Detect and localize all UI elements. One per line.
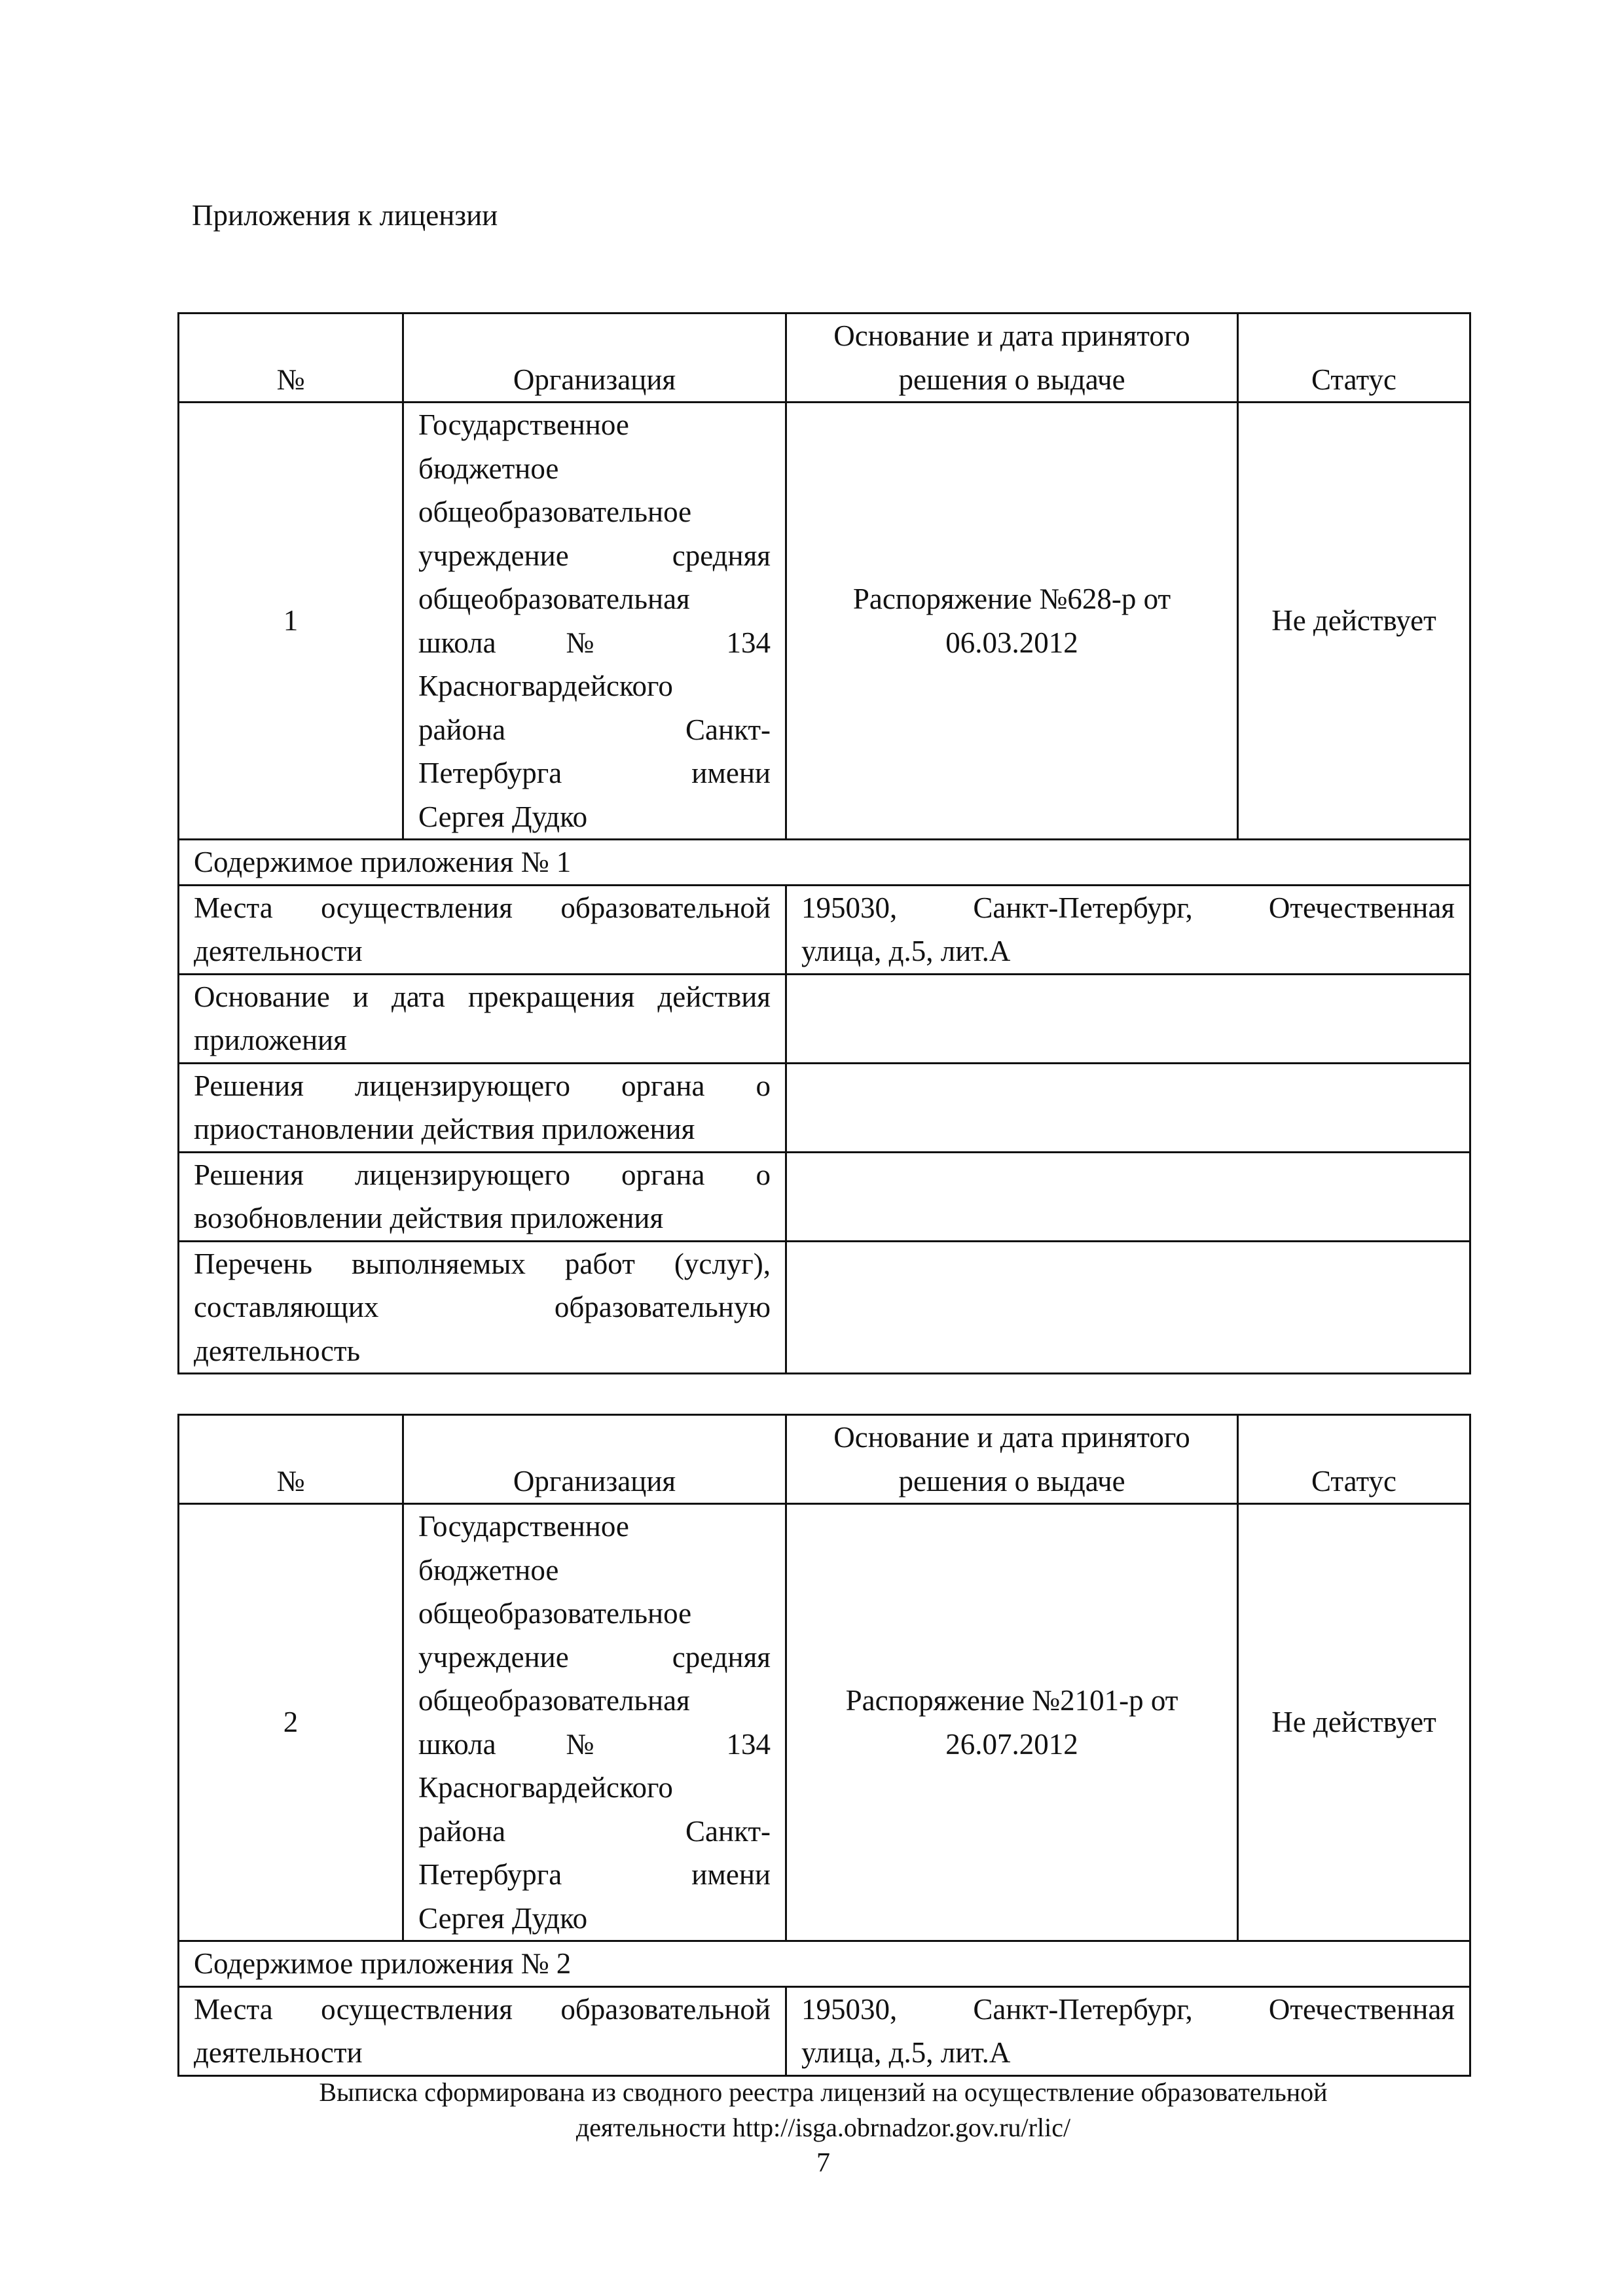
address-line2: улица, д.5, лит.А: [801, 935, 1011, 967]
address-line2: улица, д.5, лит.А: [801, 2036, 1011, 2069]
page-title: Приложения к лицензии: [192, 199, 498, 232]
org-line: Красногвардейского: [418, 1771, 673, 1804]
header-organization: Организация: [403, 1415, 786, 1504]
decision-basis-line2: 06.03.2012: [945, 626, 1078, 659]
places-row: [179, 885, 1470, 974]
suspension-label: Решения лицензирующего органа о приостановлении действия приложения: [179, 1063, 786, 1152]
org-line: Красногвардейского: [418, 670, 673, 702]
decision-basis-line2: 26.07.2012: [945, 1727, 1078, 1761]
organization-name: [403, 403, 786, 840]
header-organization: Организация: [403, 314, 786, 403]
org-line: Государственное: [418, 1510, 629, 1543]
header-number: №: [179, 314, 403, 403]
decision-basis: [786, 403, 1238, 840]
org-line: общеобразовательная: [418, 1684, 690, 1717]
header-basis-line2: решения о выдаче: [898, 363, 1125, 396]
places-row: [179, 1986, 1470, 2075]
org-line: учреждение средняя: [418, 1640, 771, 1674]
works-label: Перечень выполняемых работ (услуг), составляющих образовательную деятельность: [179, 1241, 786, 1374]
org-line: общеобразовательное: [418, 1597, 692, 1630]
resumption-label: Решения лицензирующего органа о возобновлении действия приложения: [179, 1152, 786, 1241]
appendix-table-2: [177, 1414, 1471, 2077]
decision-basis-line1: Распоряжение №2101-р от: [845, 1684, 1178, 1717]
org-line: бюджетное: [418, 452, 559, 485]
org-line: Сергея Дудко: [418, 1901, 588, 1935]
appendix-number: 2: [179, 1504, 403, 1941]
decision-basis-line1: Распоряжение №628-р от: [852, 583, 1171, 615]
org-line: Государственное: [418, 408, 629, 441]
decision-basis: [786, 1504, 1238, 1941]
organization-name: [403, 1504, 786, 1941]
suspension-row: [179, 1063, 1470, 1152]
address-line1: 195030, Санкт-Петербург, Отечественная: [801, 1992, 1455, 2026]
works-row: [179, 1241, 1470, 1374]
status-value: Не действует: [1238, 1504, 1470, 1941]
places-label: Места осуществления образовательной деятельности: [179, 885, 786, 974]
places-label: Места осуществления образовательной деятельности: [179, 1986, 786, 2075]
content-title: Содержимое приложения № 1: [179, 840, 1470, 886]
header-status: Статус: [1238, 1415, 1470, 1504]
places-address: [786, 1986, 1470, 2075]
resumption-value: [786, 1152, 1470, 1241]
status-value: Не действует: [1238, 403, 1470, 840]
page-number: 7: [816, 2148, 830, 2178]
org-line: района Санкт-: [418, 713, 771, 746]
content-title-row: [179, 840, 1470, 886]
header-basis: [786, 1415, 1238, 1504]
header-basis-line2: решения о выдаче: [898, 1464, 1125, 1498]
places-address: [786, 885, 1470, 974]
org-line: школа № 134: [418, 1727, 771, 1761]
header-number: №: [179, 1415, 403, 1504]
header-basis-line1: Основание и дата принятого: [833, 319, 1190, 352]
footer-note: [177, 2075, 1469, 2145]
header-status: Статус: [1238, 314, 1470, 403]
org-line: Сергея Дудко: [418, 800, 588, 833]
org-line: общеобразовательное: [418, 495, 692, 528]
header-row: [179, 1415, 1470, 1504]
footer-line1: Выписка сформирована из сводного реестра лицензий на осуществление образовательной: [319, 2077, 1328, 2107]
appendix-table-1: [177, 312, 1471, 1374]
appendix-number: 1: [179, 403, 403, 840]
termination-row: [179, 974, 1470, 1063]
org-line: бюджетное: [418, 1553, 559, 1587]
works-value: [786, 1241, 1470, 1374]
header-basis-line1: Основание и дата принятого: [833, 1421, 1190, 1454]
content-title-row: [179, 1941, 1470, 1987]
appendix-row: [179, 1504, 1470, 1941]
org-line: Петербурга имени: [418, 1858, 771, 1891]
appendix-row: [179, 403, 1470, 840]
org-line: общеобразовательная: [418, 583, 690, 615]
termination-value: [786, 974, 1470, 1063]
header-row: [179, 314, 1470, 403]
org-line: учреждение средняя: [418, 539, 771, 572]
org-line: района Санкт-: [418, 1814, 771, 1848]
termination-label: Основание и дата прекращения действия приложения: [179, 974, 786, 1063]
org-line: школа № 134: [418, 626, 771, 659]
org-line: Петербурга имени: [418, 757, 771, 789]
footer-line2: деятельности http://isga.obrnadzor.gov.ru/rlic/: [575, 2113, 1071, 2142]
address-line1: 195030, Санкт-Петербург, Отечественная: [801, 891, 1455, 924]
suspension-value: [786, 1063, 1470, 1152]
header-basis: [786, 314, 1238, 403]
resumption-row: [179, 1152, 1470, 1241]
content-title: Содержимое приложения № 2: [179, 1941, 1470, 1987]
